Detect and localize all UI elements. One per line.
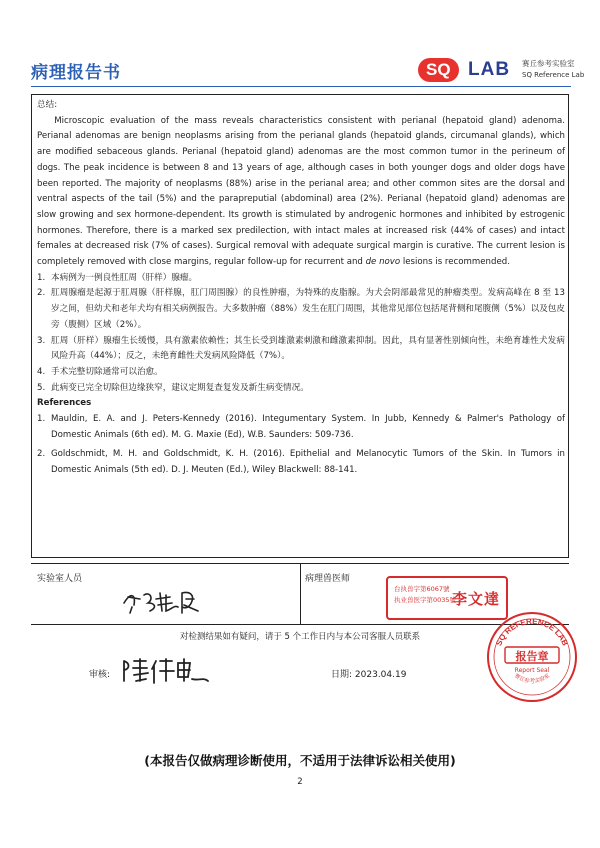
seal-ring-path: SQ REFERENCE LAB [494, 616, 570, 648]
item-number: 4. [37, 366, 46, 377]
lab-staff-label: 实验室人员 [37, 574, 83, 584]
reviewer-signature [120, 655, 210, 685]
logo-english-name: SQ Reference Lab [522, 71, 585, 79]
summary-paragraph-text: Microscopic evaluation of the mass reveals characteristics consistent with perianal (hepatoid gland) adenoma. Perianal adenomas are benign neoplasms arising from the perianal glands (hepatoid glands, circumanal glands), which are modified sebaceous glands. Perianal (hepatoid gland) adenomas are the most common tumor in the perineum of dogs. The peak incidence is between 8 and 13 years of age, although cases in both younger dogs and older dogs have been reported. The majority of neoplasms (88%) arise in the perianal area; and other common sites are the dorsal and ventral aspects of the tail (5%) and the parapreputial (abdominal) area (2%). Perianal (hepatoid gland) adenomas are slow growing and sex hormone-dependent. Its growth is stimulated by androgenic hormones and inhibited by estrogenic hormones. Therefore, there is a marked sex predilection, with intact males at increased risk (44% of cases) and intact females at decreased risk (7% of cases). Surgical removal with adequate surgical margin is curative. The current lesion is completely removed with close margins, regular follow-up for recurrent and [37, 115, 565, 268]
summary-label: 总结: [37, 100, 58, 110]
logo-chinese-name: 赛丘参考实验室 [522, 59, 575, 68]
logo-sq-mark: SQ [418, 58, 459, 82]
date-line [331, 667, 406, 680]
item-text: 肛周（肝样）腺瘤生长缓慢，具有激素依赖性；其生长受到雄激素刺激和雌激素抑制。因此，具有显著性别倾向性，未绝育雄性犬发病风险升高（44%）；反之，未绝育雌性犬发病风险降低（7%）。 [51, 335, 565, 362]
stamp-license-1: 台执兽字第6067號 [394, 585, 450, 593]
stamp-license-2: 执业兽医字第0035號 [394, 596, 457, 604]
report-date: 2023.04.19 [354, 670, 407, 680]
page-number: 2 [297, 777, 303, 787]
date-label: 日期: [331, 670, 353, 680]
contact-notice: 对检测结果如有疑问，请于 5 个工作日内与本公司客服人员联系 [179, 632, 421, 642]
summary-item [37, 271, 565, 287]
summary-item [37, 286, 565, 333]
reference-item [37, 447, 565, 478]
pathologist-label: 病理兽医师 [305, 574, 351, 584]
signature-divider [300, 563, 301, 625]
stamp-name: 李文達 [452, 590, 501, 608]
seal-cn-text: 报告章 [515, 650, 549, 663]
seal-en-text: Report Seal [514, 667, 550, 674]
reference-number: 1. [37, 414, 46, 425]
sq-lab-logo [418, 58, 585, 84]
item-text: 本病例为一例良性肛周（肝样）腺瘤。 [51, 272, 198, 283]
item-text: 此病变已完全切除但边缘狭窄，建议定期复查复发及新生病变情况。 [51, 382, 309, 393]
seal-bottom-path: 赛丘参考实验室 [513, 672, 551, 685]
summary-item [37, 365, 565, 381]
summary-item [37, 381, 565, 397]
logo-lab-text: LAB [468, 59, 511, 80]
report-seal-stamp [485, 610, 579, 704]
item-number: 2. [37, 288, 46, 299]
summary-paragraph-italic: de novo [365, 257, 401, 268]
item-number: 3. [37, 335, 46, 346]
reference-item [37, 412, 565, 443]
summary-paragraph [37, 114, 565, 271]
lab-staff-signature [120, 585, 210, 615]
item-text: 肛周腺瘤是起源于肛周腺（肝样腺，肛门周围腺）的良性肿瘤，为特殊的皮脂腺。为犬会阴部最常见的肿瘤类型。发病高峰在 8 至 13 岁之间，但幼犬和老年犬均有相关病例报告。大多数肿瘤（88%）发生在肛门周围，其他常见部位包括尾背侧和尾腹侧（5%）以及包皮旁（腹侧）区域（2%）。 [51, 288, 565, 330]
summary-item [37, 334, 565, 365]
reviewer-label: 审核: [89, 670, 111, 680]
item-text: 手术完整切除通常可以治愈。 [51, 366, 163, 377]
report-title: 病理报告书 [31, 63, 121, 83]
legal-disclaimer: (本报告仅做病理诊断使用，不适用于法律诉讼相关使用) [144, 753, 456, 768]
summary-content [37, 98, 565, 479]
summary-paragraph-end: lesions is recommended. [400, 257, 510, 268]
references-heading: References [37, 398, 92, 409]
header-divider [31, 86, 571, 87]
reference-number: 2. [37, 449, 46, 460]
item-number: 1. [37, 272, 46, 283]
reference-text: Mauldin, E. A. and J. Peters-Kennedy (2016). Integumentary System. In Jubb, Kennedy & Palmer's Pathology of Domestic Animals (6th ed). M. G. Maxie (Ed), W.B. Saunders: 509-736. [51, 414, 565, 440]
item-number: 5. [37, 382, 46, 393]
reference-text: Goldschmidt, M. H. and Goldschmidt, K. H. (2016). Epithelial and Melanocytic Tumors of the Skin. In Tumors in Domestic Animals (5th ed). D. J. Meuten (Ed.), Wiley Blackwell: 88-141. [51, 449, 565, 476]
